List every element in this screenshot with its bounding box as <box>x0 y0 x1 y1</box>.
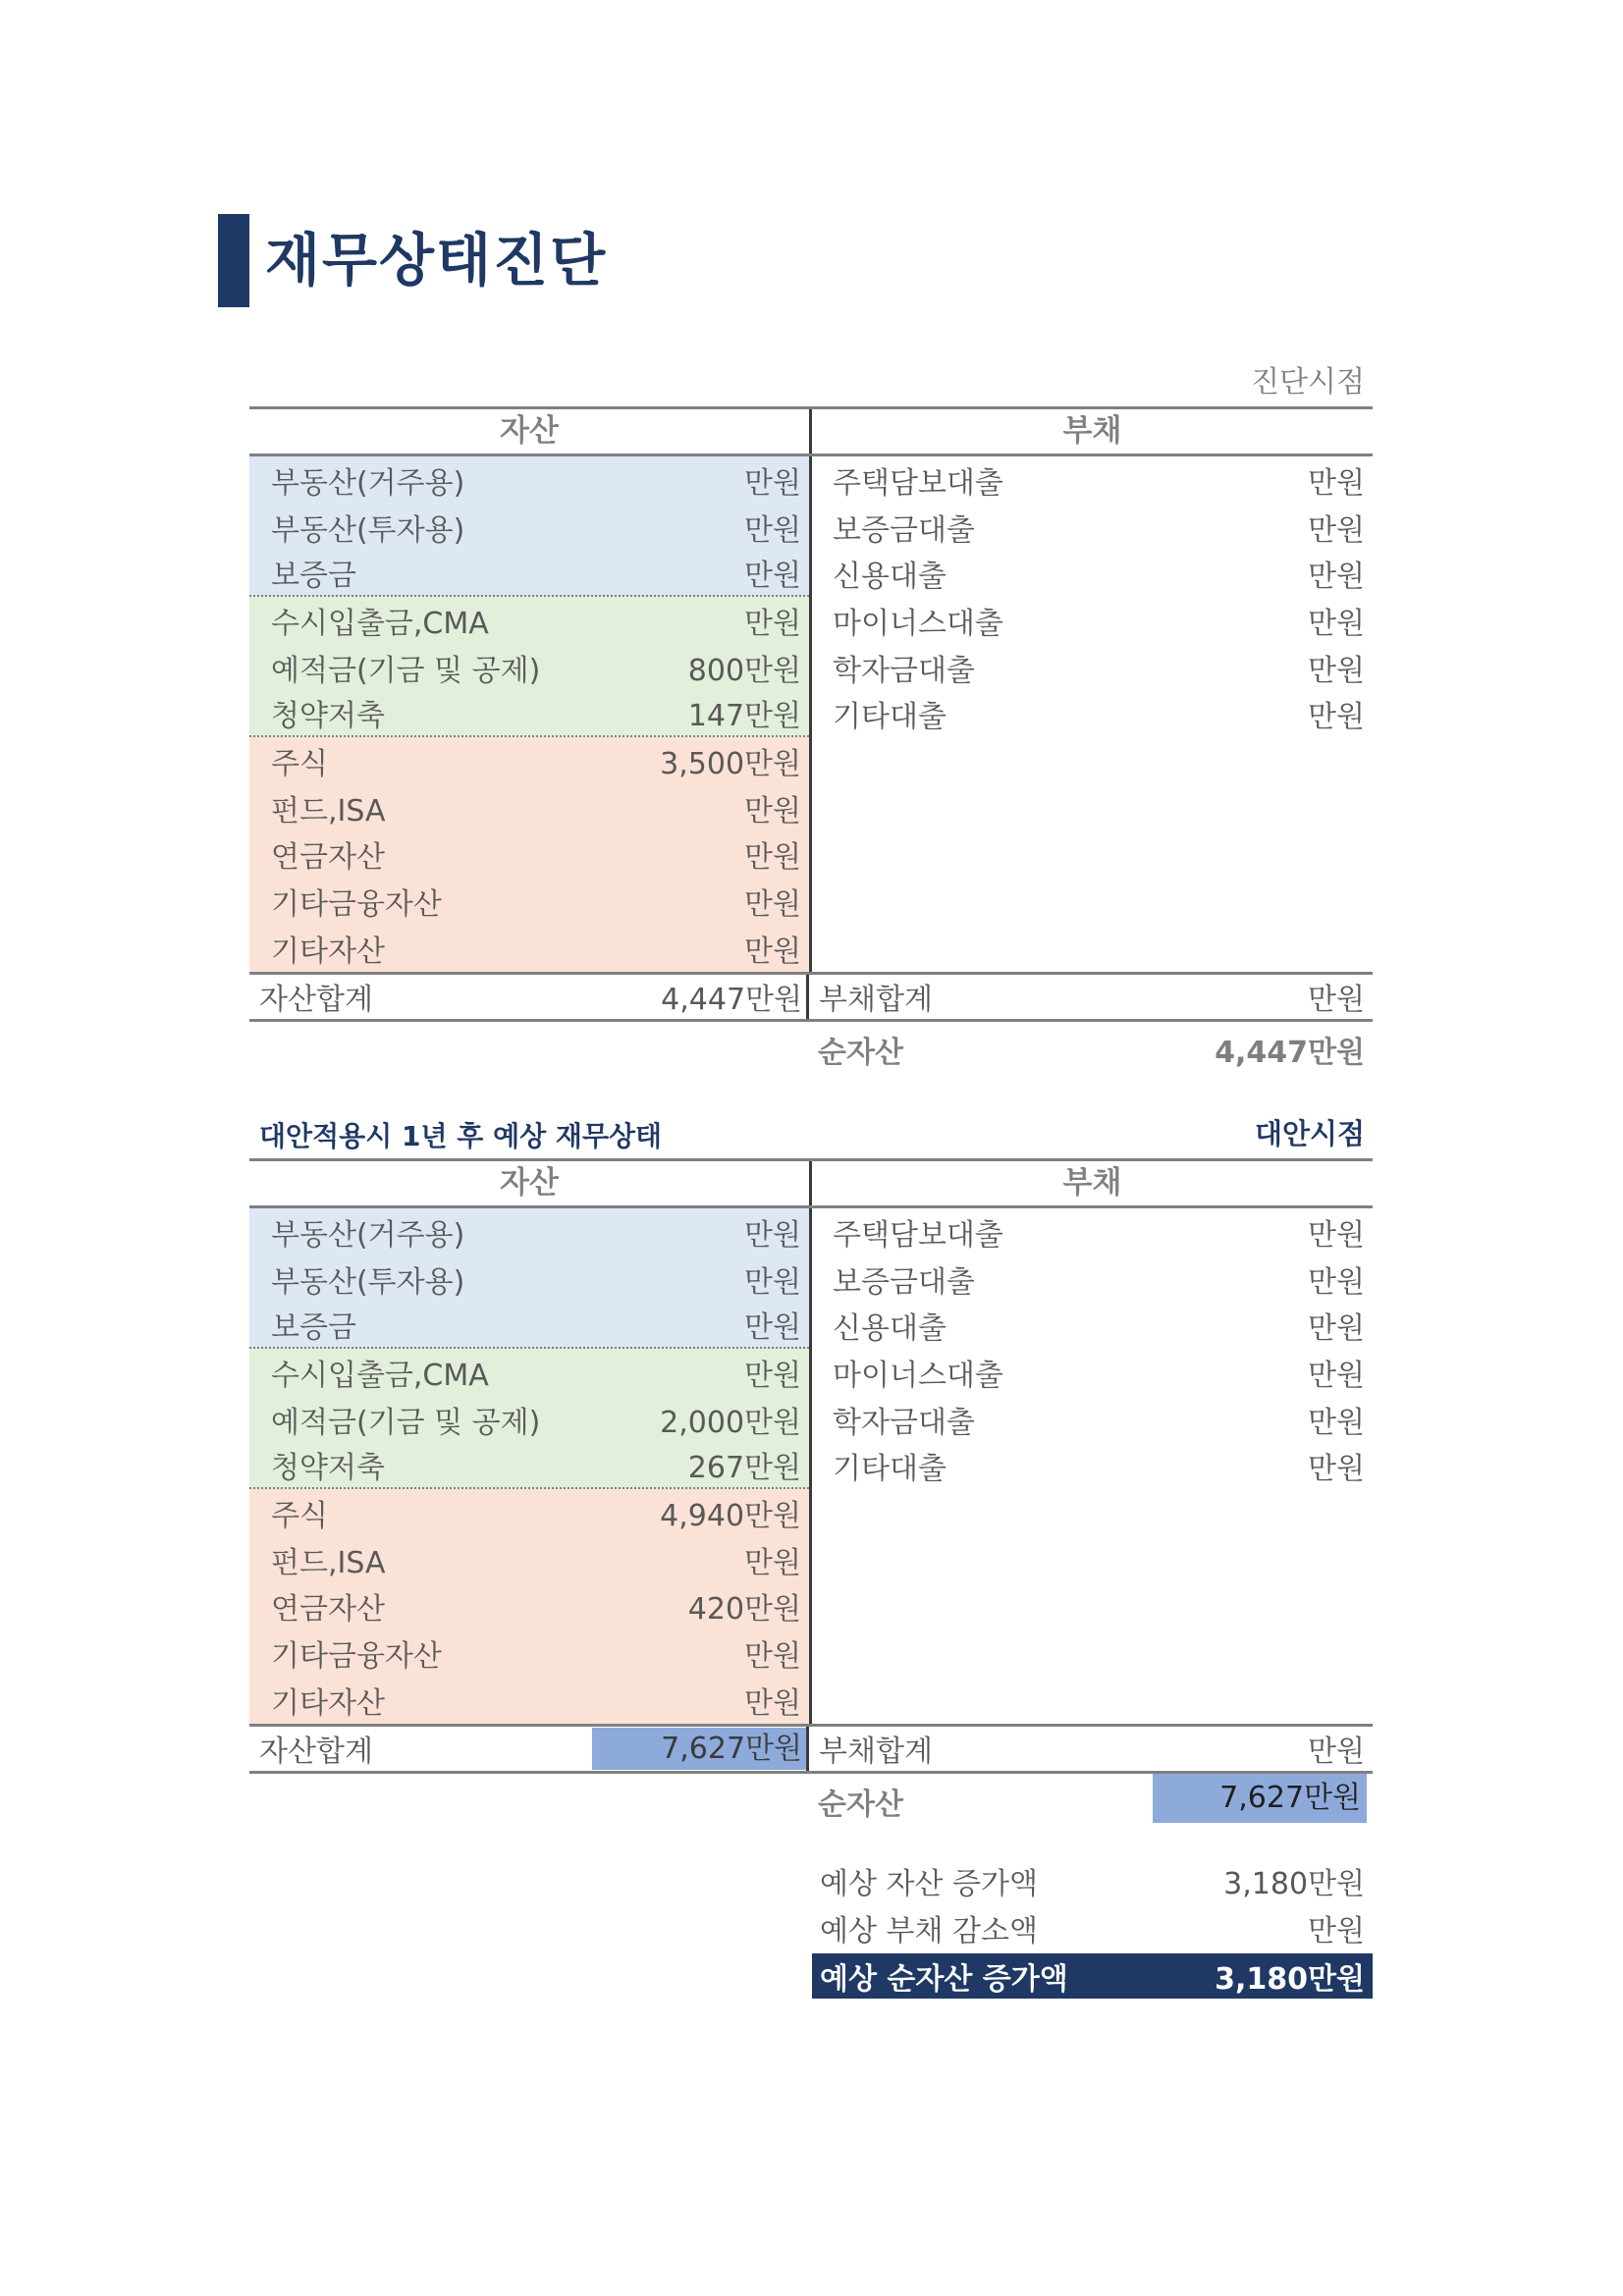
asset-increase-value: 3,180만원 <box>1223 1867 1365 1901</box>
liability-total-label: 부채합계 <box>819 1735 933 1770</box>
diagnosis-point-label: 진단시점 <box>1251 365 1365 400</box>
net-increase-value: 3,180만원 <box>1215 1962 1365 1997</box>
asset-row: 주식 3,500만원 <box>249 737 809 784</box>
net-assets-label: 순자산 <box>818 1035 903 1070</box>
net-assets-row <box>249 1774 1373 1825</box>
liability-row: 보증금대출 만원 <box>833 1264 1365 1300</box>
asset-row: 보증금 만원 <box>249 1302 809 1349</box>
asset-row: 펀드,ISA 만원 <box>249 784 809 831</box>
liability-row: 보증금대출 만원 <box>833 512 1365 548</box>
net-assets-value: 4,447만원 <box>1215 1035 1365 1070</box>
asset-row: 펀드,ISA 만원 <box>249 1536 809 1583</box>
asset-row: 기타자산 만원 <box>249 1677 809 1724</box>
totals-row <box>249 1724 1373 1774</box>
asset-row: 부동산(거주용) 만원 <box>249 456 809 504</box>
asset-row: 부동산(투자용) 만원 <box>249 1255 809 1303</box>
asset-increase-label: 예상 자산 증가액 <box>820 1867 1038 1901</box>
liability-row: 기타대출 만원 <box>833 700 1365 735</box>
alternative-section <box>249 1107 1373 1825</box>
alternative-table <box>249 1158 1373 1825</box>
asset-row: 주식 4,940만원 <box>249 1489 809 1536</box>
asset-row: 부동산(투자용) 만원 <box>249 504 809 551</box>
asset-total-label: 자산합계 <box>259 983 373 1018</box>
liability-row: 주택담보대출 만원 <box>833 1217 1365 1253</box>
asset-row: 보증금 만원 <box>249 550 809 597</box>
liability-row: 학자금대출 만원 <box>833 1405 1365 1440</box>
alternative-section-title: 대안적용시 1년 후 예상 재무상태 <box>259 1120 663 1152</box>
asset-row: 연금자산 420만원 <box>249 1583 809 1630</box>
asset-increase-row <box>812 1857 1373 1904</box>
net-increase-label: 예상 순자산 증가액 <box>820 1962 1068 1997</box>
asset-total-value: 7,627만원 <box>592 1728 806 1770</box>
liability-row: 마이너스대출 만원 <box>833 1358 1365 1393</box>
alternative-point-label: 대안시점 <box>1254 1117 1365 1150</box>
liability-decrease-value: 만원 <box>1308 1914 1365 1949</box>
liability-row: 기타대출 만원 <box>833 1452 1365 1487</box>
net-assets-row <box>249 1022 1373 1073</box>
liability-row: 마이너스대출 만원 <box>833 606 1365 641</box>
asset-row: 예적금(기금 및 공제) 800만원 <box>249 644 809 691</box>
liability-total-value: 만원 <box>1308 1735 1365 1770</box>
asset-total-value: 4,447만원 <box>661 983 802 1018</box>
summary-block <box>812 1857 1373 1999</box>
liability-row: 신용대출 만원 <box>833 560 1365 595</box>
asset-row: 수시입출금,CMA 만원 <box>249 1349 809 1396</box>
liability-total-label: 부채합계 <box>819 983 933 1018</box>
diagnosis-section <box>249 355 1373 1073</box>
net-assets-label: 순자산 <box>818 1787 903 1822</box>
asset-row: 기타자산 만원 <box>249 925 809 972</box>
liabilities-column <box>812 456 1373 972</box>
assets-header: 자산 <box>249 1161 812 1205</box>
liability-row: 주택담보대출 만원 <box>833 465 1365 501</box>
liabilities-header: 부채 <box>1062 413 1122 449</box>
liability-total-value: 만원 <box>1308 983 1365 1018</box>
title-accent-bar <box>218 214 249 307</box>
liabilities-header: 부채 <box>1062 1165 1122 1201</box>
asset-row: 수시입출금,CMA 만원 <box>249 597 809 644</box>
asset-row: 부동산(거주용) 만원 <box>249 1208 809 1255</box>
liability-row: 학자금대출 만원 <box>833 653 1365 688</box>
asset-row: 예적금(기금 및 공제) 2,000만원 <box>249 1396 809 1443</box>
asset-total-label: 자산합계 <box>259 1735 373 1770</box>
liability-row: 신용대출 만원 <box>833 1311 1365 1347</box>
asset-row: 청약저축 147만원 <box>249 690 809 737</box>
page-title: 재무상태진단 <box>265 227 608 294</box>
net-increase-row <box>812 1953 1373 1999</box>
asset-row: 연금자산 만원 <box>249 831 809 879</box>
asset-row: 청약저축 267만원 <box>249 1442 809 1489</box>
totals-row <box>249 972 1373 1022</box>
asset-row: 기타금융자산 만원 <box>249 1629 809 1677</box>
asset-row: 기타금융자산 만원 <box>249 878 809 925</box>
assets-column <box>249 1208 812 1724</box>
liabilities-column <box>812 1208 1373 1724</box>
assets-column <box>249 456 812 972</box>
liability-decrease-label: 예상 부채 감소액 <box>820 1914 1038 1949</box>
assets-header: 자산 <box>249 409 812 454</box>
diagnosis-table <box>249 406 1373 1073</box>
liability-decrease-row <box>812 1904 1373 1951</box>
net-assets-value: 7,627만원 <box>1153 1774 1367 1823</box>
